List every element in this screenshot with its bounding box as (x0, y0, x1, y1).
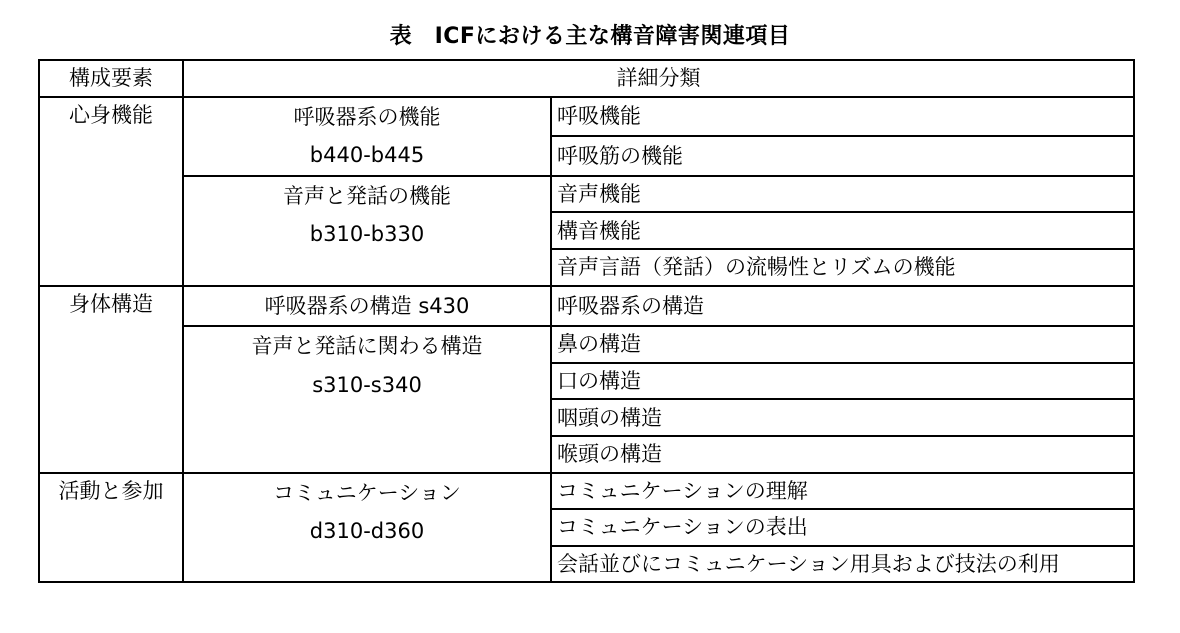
detail-cell: 音声言語（発話）の流暢性とリズムの機能 (551, 249, 1134, 286)
component-cell: 身体構造 (39, 286, 183, 473)
subgroup-cell (183, 176, 551, 286)
subgroup-code: s310-s340 (312, 372, 422, 397)
table-row (39, 286, 1134, 327)
subgroup-cell (183, 326, 551, 472)
header-row (39, 60, 1134, 97)
detail-cell: 呼吸機能 (551, 97, 1134, 137)
detail-cell: 鼻の構造 (551, 326, 1134, 363)
detail-cell: 呼吸筋の機能 (551, 136, 1134, 176)
subgroup-cell (183, 286, 551, 327)
subgroup-code: b440-b445 (309, 143, 425, 168)
header-component: 構成要素 (39, 60, 183, 97)
detail-cell: 構音機能 (551, 212, 1134, 249)
detail-cell: 会話並びにコミュニケーション用具および技法の利用 (551, 546, 1134, 583)
icf-table (38, 59, 1135, 583)
subgroup-name: コミュニケーション (273, 480, 461, 505)
detail-cell: コミュニケーションの表出 (551, 509, 1134, 546)
detail-cell: 喉頭の構造 (551, 436, 1134, 473)
detail-cell: 咽頭の構造 (551, 399, 1134, 436)
table-row (39, 473, 1134, 510)
subgroup-cell (183, 473, 551, 583)
component-cell: 心身機能 (39, 97, 183, 286)
subgroup-code: d310-d360 (309, 519, 425, 544)
header-classification: 詳細分類 (183, 60, 1134, 97)
subgroup-name: 呼吸器系の機能 (293, 104, 441, 129)
table-row (39, 176, 1134, 213)
component-cell: 活動と参加 (39, 473, 183, 583)
table-row (39, 97, 1134, 137)
detail-cell: 口の構造 (551, 363, 1134, 400)
subgroup-cell (183, 97, 551, 176)
subgroup-code: b310-b330 (309, 222, 425, 247)
table-row (39, 326, 1134, 363)
detail-cell: コミュニケーションの理解 (551, 473, 1134, 510)
subgroup-name: 呼吸器系の構造 s430 (264, 293, 470, 318)
detail-cell: 呼吸器系の構造 (551, 286, 1134, 327)
subgroup-name: 音声と発話の機能 (283, 183, 451, 208)
detail-cell: 音声機能 (551, 176, 1134, 213)
subgroup-name: 音声と発話に関わる構造 (251, 334, 483, 359)
table-title: 表 ICFにおける主な構音障害関連項目 (389, 24, 791, 49)
